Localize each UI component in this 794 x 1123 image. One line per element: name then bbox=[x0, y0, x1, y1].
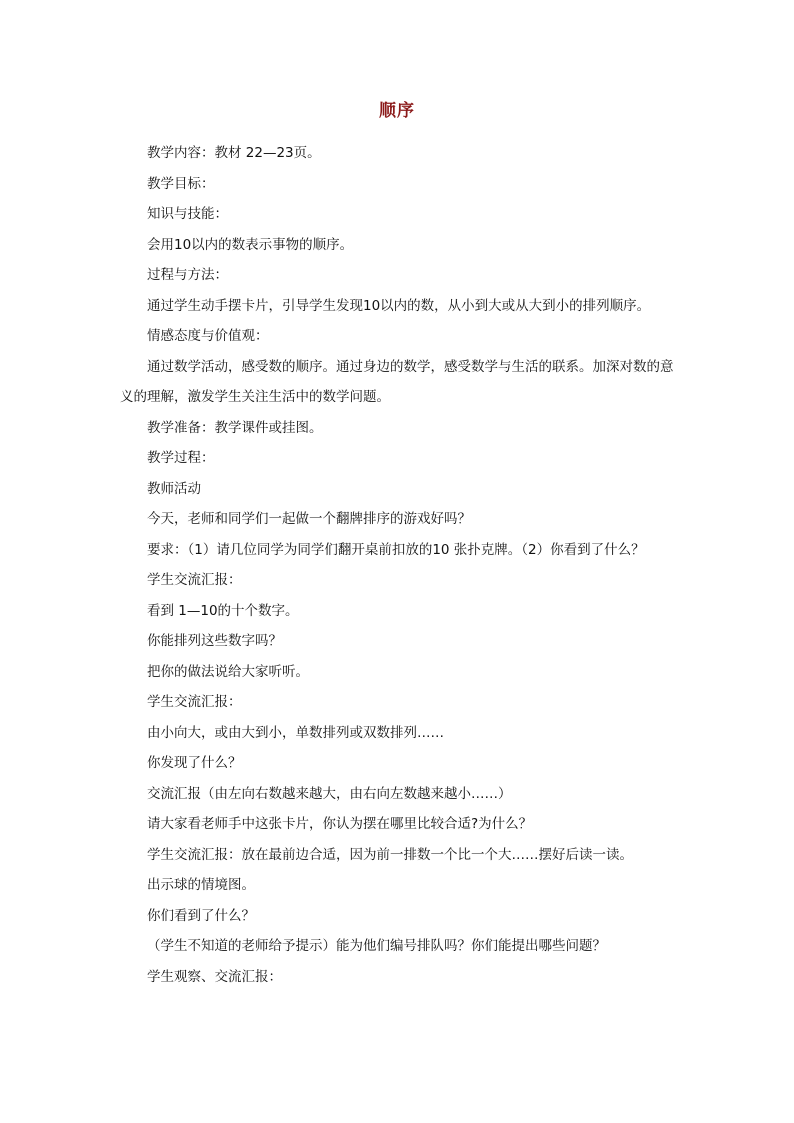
paragraph: 会用10以内的数表示事物的顺序。 bbox=[147, 236, 354, 253]
paragraph: 通过数学活动，感受数的顺序。通过身边的数学，感受数学与生活的联系。加深对数的意义的理解，激发学生关注生活中的数学问题。 bbox=[120, 358, 674, 405]
paragraph: 教学准备：教学课件或挂图。 bbox=[147, 419, 323, 436]
paragraph: 出示球的情境图。 bbox=[147, 877, 255, 893]
paragraph: 教师活动 bbox=[147, 480, 201, 497]
paragraph: 教学目标： bbox=[147, 175, 215, 192]
paragraph: 学生交流汇报： bbox=[147, 694, 242, 710]
paragraph: 看到 1—10的十个数字。 bbox=[147, 602, 299, 619]
paragraph: 由小向大，或由大到小，单数排列或双数排列…… bbox=[147, 724, 444, 741]
paragraph: 你能排列这些数字吗？ bbox=[147, 633, 282, 649]
paragraph: 学生观察、交流汇报： bbox=[147, 968, 282, 985]
paragraph: 今天，老师和同学们一起做一个翻牌排序的游戏好吗？ bbox=[147, 511, 471, 527]
paragraph: 过程与方法： bbox=[147, 267, 228, 283]
paragraph: 你发现了什么？ bbox=[147, 755, 242, 771]
paragraph: 学生交流汇报：放在最前边合适，因为前一排数一个比一个大……摆好后读一读。 bbox=[147, 846, 633, 863]
paragraph: 教学内容：教材 22—23页。 bbox=[147, 145, 321, 161]
document-body bbox=[120, 138, 680, 992]
paragraph: 你们看到了什么？ bbox=[147, 907, 255, 924]
paragraph: 把你的做法说给大家听听。 bbox=[147, 663, 309, 680]
paragraph: 请大家看老师手中这张卡片，你认为摆在哪里比较合适?为什么？ bbox=[147, 816, 533, 832]
paragraph: 学生交流汇报： bbox=[147, 572, 242, 588]
paragraph: 知识与技能： bbox=[147, 206, 228, 222]
paragraph: 要求：（1）请几位同学为同学们翻开桌前扣放的10 张扑克牌。（2）你看到了什么？ bbox=[147, 541, 645, 558]
paragraph: （学生不知道的老师给予提示）能为他们编号排队吗？你们能提出哪些问题？ bbox=[147, 938, 606, 954]
paragraph: 通过学生动手摆卡片，引导学生发现10以内的数，从小到大或从大到小的排列顺序。 bbox=[147, 297, 651, 314]
page-title: 顺序 bbox=[379, 101, 415, 121]
paragraph: 教学过程： bbox=[147, 450, 215, 466]
paragraph: 情感态度与价值观： bbox=[147, 328, 269, 344]
paragraph: 交流汇报（由左向右数越来越大，由右向左数越来越小……） bbox=[147, 785, 512, 802]
